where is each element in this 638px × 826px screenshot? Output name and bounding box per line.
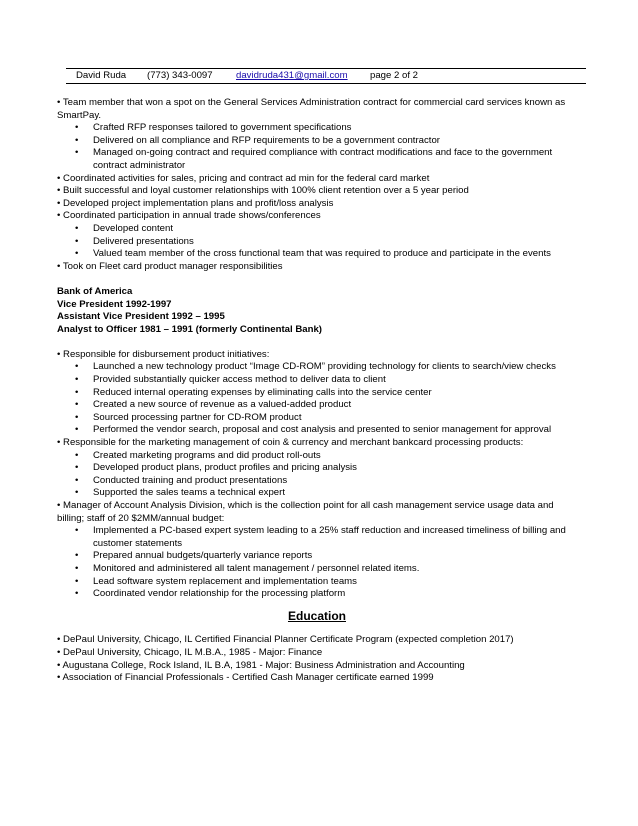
list-item: • DePaul University, Chicago, IL Certified Financial Planner Certificate Program (expected completion 2017) bbox=[57, 634, 514, 646]
list-item: • Crafted RFP responses tailored to government specifications bbox=[75, 122, 352, 134]
list-item: • Managed on-going contract and required compliance with contract modifications and face to the government contract administrator bbox=[75, 147, 553, 171]
gsa-intro: • Team member that won a spot on the General Services Administration contract for commercial card services known as SmartPay. bbox=[57, 97, 566, 121]
list-item: • Sourced processing partner for CD-ROM product bbox=[75, 411, 302, 423]
list-item: • Delivered on all compliance and RFP requirements to be a government contractor bbox=[75, 134, 440, 146]
list-item: • Developed product plans, product profiles and pricing analysis bbox=[75, 462, 357, 474]
list-item: • Responsible for the marketing management of coin & currency and merchant bankcard processing products: bbox=[57, 437, 524, 449]
job-title: Assistant Vice President 1992 – 1995 bbox=[57, 311, 225, 323]
list-item: • Supported the sales teams a technical expert bbox=[75, 487, 285, 499]
education-heading: Education bbox=[287, 608, 346, 623]
list-item: • Built successful and loyal customer relationships with 100% client retention over a 5 year period bbox=[57, 185, 469, 197]
list-item: • Developed content bbox=[75, 222, 174, 234]
list-item: • Association of Financial Professionals - Certified Cash Manager certificate earned 1999 bbox=[57, 672, 434, 684]
list-item: • Coordinated participation in annual trade shows/conferences bbox=[57, 210, 321, 222]
disbursement-sub-list bbox=[57, 361, 577, 437]
list-item: • Monitored and administered all talent management / personnel related items. bbox=[75, 562, 420, 574]
list-item: • DePaul University, Chicago, IL M.B.A., 1985 - Major: Finance bbox=[57, 646, 323, 658]
list-item: • Reduced internal operating expenses by eliminating calls into the service center bbox=[75, 386, 432, 398]
list-item: • Valued team member of the cross functional team that was required to produce and participate in the events bbox=[75, 248, 551, 260]
job-title: Vice President 1992-1997 bbox=[57, 298, 172, 310]
gsa-sub-list bbox=[57, 122, 577, 172]
list-item: • Created marketing programs and did product roll-outs bbox=[75, 449, 321, 461]
header-phone: (773) 343-0097 bbox=[147, 70, 213, 81]
list-item: • Coordinated activities for sales, pricing and contract ad min for the federal card market bbox=[57, 172, 430, 184]
account-analysis-sub-list bbox=[57, 525, 577, 601]
job-title: Analyst to Officer 1981 – 1991 (formerly Continental Bank) bbox=[57, 323, 322, 335]
list-item: • Delivered presentations bbox=[75, 235, 194, 247]
list-item: • Manager of Account Analysis Division, which is the collection point for all cash management service usage data and billing; staff of 20 $2MM/annual budget: bbox=[57, 500, 554, 524]
list-item: • Took on Fleet card product manager responsibilities bbox=[57, 260, 283, 272]
resume-body bbox=[57, 97, 577, 685]
list-item: • Implemented a PC-based expert system leading to a 25% staff reduction and increased timeliness of billing and customer statements bbox=[75, 525, 566, 549]
list-item: • Created a new source of revenue as a valued-added product bbox=[75, 399, 352, 411]
list-item: • Launched a new technology product “Image CD-ROM” providing technology for clients to search/view checks bbox=[75, 361, 556, 373]
header-page-number: page 2 of 2 bbox=[370, 70, 419, 81]
marketing-sub-list bbox=[57, 450, 577, 500]
list-item: • Responsible for disbursement product initiatives: bbox=[57, 348, 270, 360]
list-item: • Coordinated vendor relationship for the processing platform bbox=[75, 588, 346, 600]
list-item: • Developed project implementation plans and profit/loss analysis bbox=[57, 197, 334, 209]
list-item: • Conducted training and product presentations bbox=[75, 474, 288, 486]
list-item: • Provided substantially quicker access method to deliver data to client bbox=[75, 374, 386, 386]
list-item: • Lead software system replacement and implementation teams bbox=[75, 575, 357, 587]
header-name: David Ruda bbox=[76, 70, 127, 81]
list-item: • Performed the vendor search, proposal and cost analysis and presented to senior management for approval bbox=[75, 424, 552, 436]
list-item: • Prepared annual budgets/quarterly variance reports bbox=[75, 550, 313, 562]
list-item: • Augustana College, Rock Island, IL B.A, 1981 - Major: Business Administration and Accounting bbox=[57, 659, 465, 671]
company-name: Bank of America bbox=[57, 285, 133, 297]
header-email-link[interactable]: davidruda431@gmail.com bbox=[236, 70, 348, 81]
page-header bbox=[66, 68, 586, 84]
trade-sub-list bbox=[57, 223, 577, 261]
